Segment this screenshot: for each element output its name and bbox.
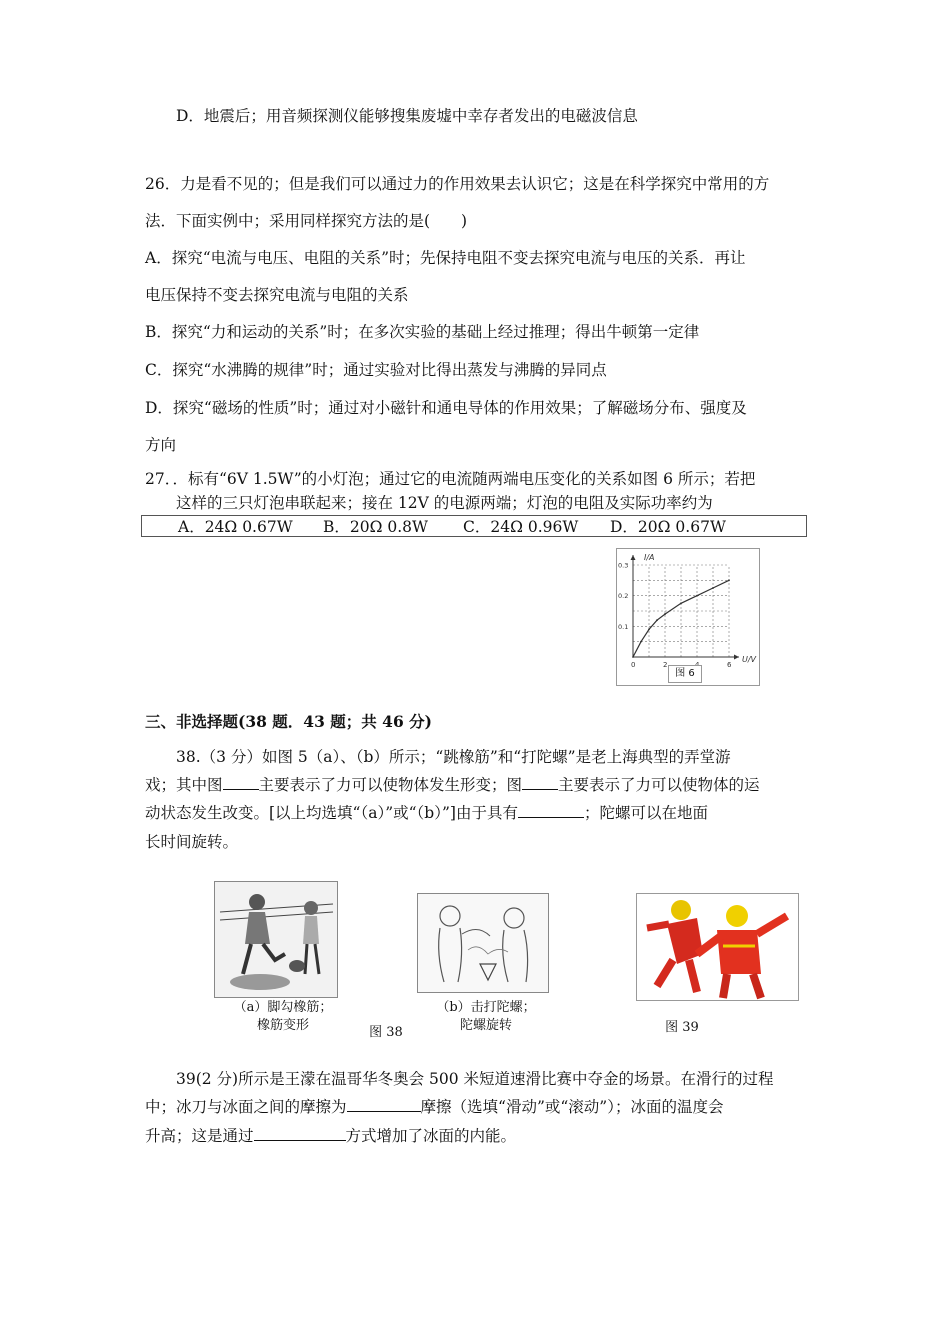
q39-blank-2[interactable]: [254, 1126, 346, 1141]
q26-stem-line1: 26．力是看不见的；但是我们可以通过力的作用效果去认识它；这是在科学探究中常用的方: [145, 175, 770, 193]
q38-line1: 38.（3 分）如图 5（a）、（b）所示；“跳橡筋”和“打陀螺”是老上海典型的弄堂游: [176, 748, 731, 766]
x-tick-label: 2: [663, 661, 668, 669]
q38-line2: [145, 775, 760, 795]
q39-line2-part1: 中；冰刀与冰面之间的摩擦为: [145, 1098, 347, 1116]
x-tick-label: 0: [631, 661, 636, 669]
spinning-top-illustration: [418, 894, 548, 992]
figure-38a-image: [214, 881, 338, 998]
figure-6: [616, 548, 760, 686]
q39-blank-1[interactable]: [347, 1097, 421, 1112]
x-axis-arrow: [734, 655, 739, 660]
x-tick-label: 6: [727, 661, 732, 669]
figure-38a-caption-2: 橡筋变形: [256, 1018, 309, 1033]
q25-option-d: D．地震后；用音频探测仪能够搜集废墟中幸存者发出的电磁波信息: [176, 107, 638, 125]
q26-option-d-line1: D．探究“磁场的性质”时；通过对小磁针和通电导体的作用效果；了解磁场分布、强度及: [145, 399, 747, 417]
y-axis-label: I/A: [644, 553, 655, 562]
q26-option-b: B．探究“力和运动的关系”时；在多次实验的基础上经过推理；得出牛顿第一定律: [145, 323, 700, 341]
figure-38b-caption-1: （b）击打陀螺；: [436, 1000, 536, 1015]
q38-line2-part3: 主要表示了力可以使物体的运: [558, 776, 760, 794]
y-tick-label: 0.3: [618, 561, 629, 570]
q26-option-a-line1: A．探究“电流与电压、电阻的关系”时；先保持电阻不变去探究电流与电压的关系．再让: [145, 249, 746, 267]
q38-blank-1[interactable]: [223, 775, 259, 790]
speed-skaters-photo: [637, 894, 798, 1000]
q26-option-c: C．探究“水沸腾的规律”时；通过实验对比得出蒸发与沸腾的异同点: [145, 361, 607, 379]
q39-line3: [145, 1126, 516, 1146]
q38-line3-part1: 动状态发生改变。[以上均选填“（a）”或“（b）”]由于具有: [145, 804, 518, 822]
y-axis-arrow: [631, 555, 636, 560]
q38-line4: 长时间旋转。: [145, 833, 239, 851]
q39-line3-part1: 升高；这是通过: [145, 1127, 254, 1145]
figure-39-image: [636, 893, 799, 1001]
q26-stem-line2: 法．下面实例中；采用同样探究方法的是( ): [145, 212, 468, 230]
figure-39-label: 图 39: [665, 1020, 699, 1035]
q26-option-a-line2: 电压保持不变去探究电流与电阻的关系: [145, 286, 409, 304]
q38-blank-3[interactable]: [518, 803, 584, 818]
q27-option-a: A．24Ω 0.67W: [178, 518, 293, 536]
section-3-title: 三、非选择题(38 题．43 题；共 46 分): [145, 712, 432, 731]
q27-option-d: D．20Ω 0.67W: [610, 518, 726, 536]
q39-line3-part2: 方式增加了冰面的内能。: [345, 1127, 517, 1145]
q26-option-d-line2: 方向: [145, 436, 177, 454]
figure-6-caption: 图 6: [668, 665, 702, 683]
q27-stem-line1: 27．．标有“6V 1.5W”的小灯泡；通过它的电流随两端电压变化的关系如图 6 所示；若把: [145, 470, 756, 488]
y-tick-label: 0.1: [618, 622, 629, 631]
q38-line2-part1: 戏；其中图: [145, 776, 223, 794]
q27-stem-line2: 这样的三只灯泡串联起来；接在 12V 的电源两端；灯泡的电阻及实际功率约为: [176, 494, 713, 512]
figure-38b-image: [417, 893, 549, 993]
y-tick-label: 0.2: [618, 592, 629, 601]
q38-line2-part2: 主要表示了力可以使物体发生形变；图: [258, 776, 523, 794]
q39-line1: 39(2 分)所示是王濛在温哥华冬奥会 500 米短道速滑比赛中夺金的场景。在滑行的过程: [176, 1070, 774, 1088]
q38-line3: [145, 803, 708, 823]
q39-line2: [145, 1097, 723, 1117]
q27-option-c: C．24Ω 0.96W: [463, 518, 579, 536]
q38-blank-2[interactable]: [522, 775, 558, 790]
q38-line3-part2: ；陀螺可以在地面: [583, 804, 708, 822]
x-axis-label: U/V: [742, 655, 757, 664]
jumping-rubber-band-illustration: [215, 882, 337, 997]
figure-38b-caption-2: 陀螺旋转: [459, 1018, 512, 1033]
q27-options-box: [141, 515, 807, 537]
q39-line2-part2: 摩擦（选填“滑动”或“滚动”）；冰面的温度会: [420, 1098, 724, 1116]
q27-option-b: B．20Ω 0.8W: [323, 518, 428, 536]
figure-38a-caption-1: （a）脚勾橡筋；: [233, 1000, 333, 1015]
figure-38-label: 图 38: [369, 1025, 403, 1040]
